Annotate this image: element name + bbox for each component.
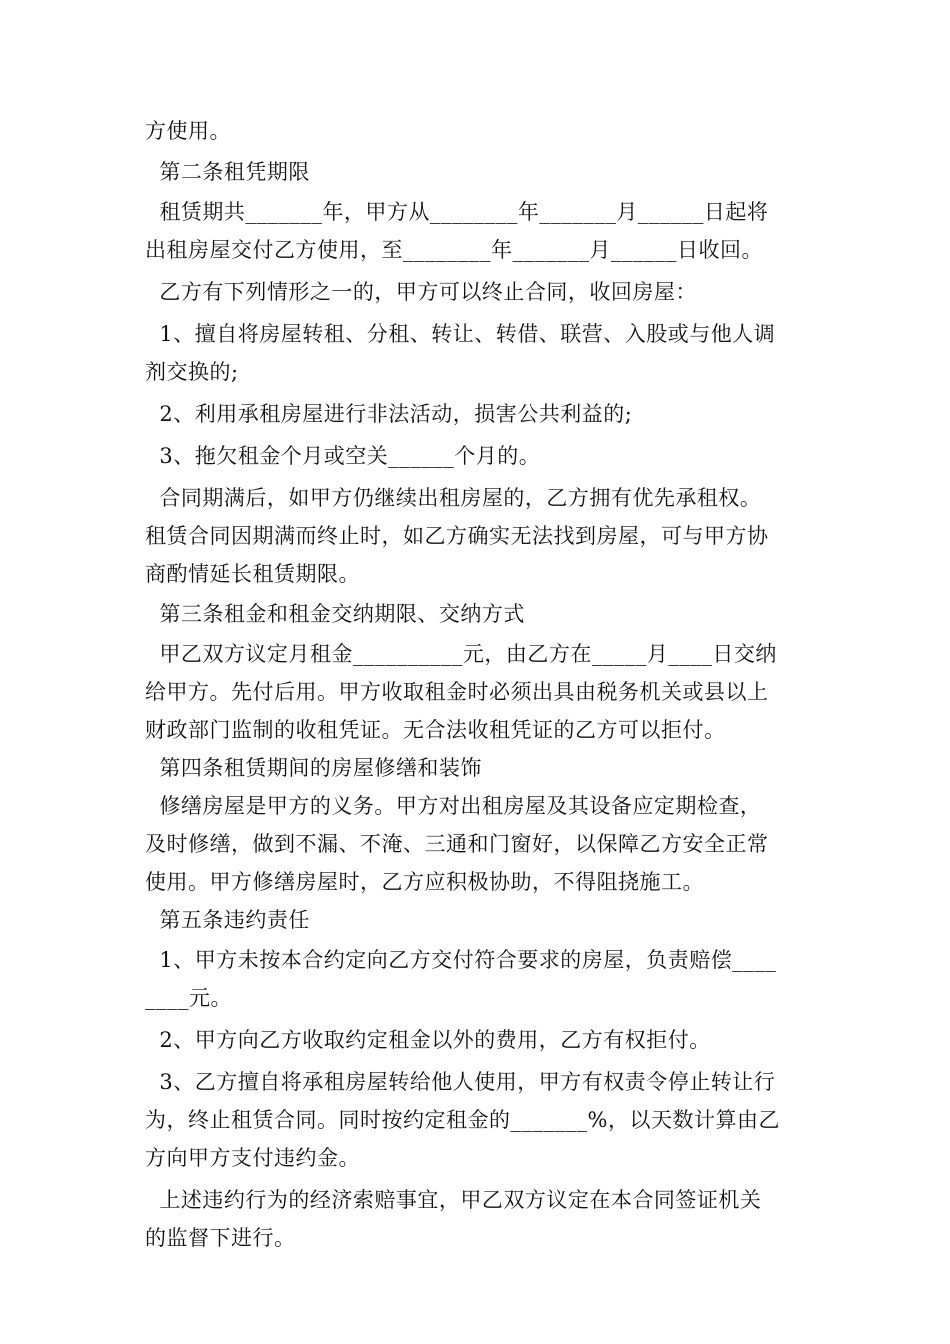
text-line: ____元。: [145, 986, 232, 1010]
section-heading-rent: 第三条租金和租金交纳期限、交纳方式: [145, 602, 525, 626]
text-line: 剂交换的;: [145, 360, 239, 384]
text-line: 3、拖欠租金个月或空关______个月的。: [145, 444, 541, 468]
text-line: 租赁合同因期满而终止时，如乙方确实无法找到房屋，可与甲方协: [145, 524, 769, 548]
text-line: 及时修缮，做到不漏、不淹、三通和门窗好，以保障乙方安全正常: [145, 832, 769, 856]
text-line: 3、乙方擅自将承租房屋转给他人使用，甲方有权责令停止转让行: [145, 1070, 776, 1094]
section-heading-breach: 第五条违约责任: [145, 908, 310, 932]
text-line: 方使用。: [145, 119, 231, 143]
text-line: 甲乙双方议定月租金__________元，由乙方在_____月____日交纳: [145, 642, 777, 666]
text-line: 乙方有下列情形之一的，甲方可以终止合同，收回房屋：: [145, 280, 697, 304]
text-line: 财政部门监制的收租凭证。无合法收租凭证的乙方可以拒付。: [145, 718, 726, 742]
text-line: 出租房屋交付乙方使用，至________年_______月______日收回。: [145, 238, 763, 262]
text-line: 为，终止租赁合同。同时按约定租金的_______%，以天数计算由乙: [145, 1108, 780, 1132]
text-line: 合同期满后，如甲方仍继续出租房屋的，乙方拥有优先承租权。: [145, 486, 762, 510]
text-line: 1、甲方未按本合约定向乙方交付符合要求的房屋，负责赔偿____: [145, 948, 777, 972]
text-line: 给甲方。先付后用。甲方收取租金时必须出具由税务机关或县以上: [145, 680, 769, 704]
text-line: 2、甲方向乙方收取约定租金以外的费用，乙方有权拒付。: [145, 1028, 711, 1052]
text-line: 的监督下进行。: [145, 1226, 296, 1250]
text-line: 上述违约行为的经济索赔事宜，甲乙双方议定在本合同签证机关: [145, 1188, 762, 1212]
text-line: 1、擅自将房屋转租、分租、转让、转借、联营、入股或与他人调: [145, 322, 776, 346]
text-line: 方向甲方支付违约金。: [145, 1146, 360, 1170]
text-line: 2、利用承租房屋进行非法活动，损害公共利益的;: [145, 402, 633, 426]
section-heading-term: 第二条租凭期限: [145, 160, 310, 184]
document-body: [145, 112, 807, 1257]
text-line: 使用。甲方修缮房屋时，乙方应积极协助，不得阻挠施工。: [145, 870, 704, 894]
text-line: 商酌情延长租赁期限。: [145, 562, 360, 586]
text-line: 修缮房屋是甲方的义务。甲方对出租房屋及其设备应定期检查，: [145, 794, 762, 818]
text-line: 租赁期共_______年，甲方从________年_______月______日起将: [145, 200, 769, 224]
section-heading-repair: 第四条租赁期间的房屋修缮和装饰: [145, 756, 482, 780]
